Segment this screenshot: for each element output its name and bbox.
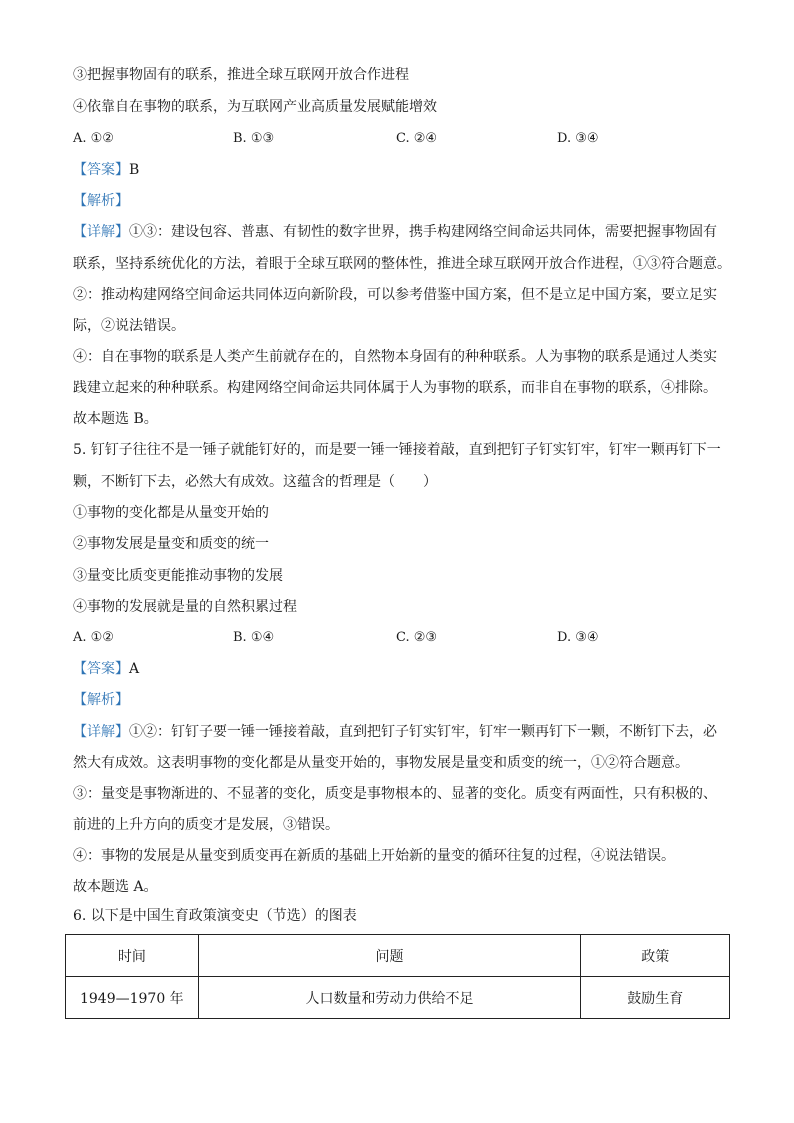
answer-tag: 【答案】 [73, 162, 129, 178]
table-header-problem: 问题 [198, 935, 581, 977]
q4-detail-line: 联系，坚持系统优化的方法，着眼于全球互联网的整体性，推进全球互联网开放合作进程，①③符合题意。 [73, 256, 731, 272]
table-cell-time: 1949—1970 年 [66, 977, 199, 1019]
q5-detail-line: ④：事物的发展是从量变到质变再在新质的基础上开始新的量变的循环往复的过程，④说法错误。 [73, 848, 675, 864]
q5-option-b: B. ①④ [233, 630, 275, 645]
answer-value: A [129, 661, 140, 677]
q5-detail-line: ③：量变是事物渐进的、不显著的变化，质变是事物根本的、显著的变化。质变有两面性，只有积极的、 [73, 786, 717, 802]
q5-option-a: A. ①② [73, 630, 114, 645]
q5-detail-line [73, 722, 717, 742]
q5-analysis-heading [73, 690, 129, 710]
q4-option-d: D. ③④ [557, 131, 599, 146]
q4-statement-4: ④依靠自在事物的联系，为互联网产业高质量发展赋能增效 [73, 99, 437, 115]
table-cell-policy: 鼓励生育 [581, 977, 730, 1019]
q5-statement: ①事物的变化都是从量变开始的 [73, 505, 269, 521]
q4-option-b: B. ①③ [233, 131, 275, 146]
q5-option-c: C. ②③ [396, 630, 438, 645]
q5-conclusion: 故本题选 A。 [73, 879, 158, 895]
q5-answer [73, 659, 139, 679]
q4-option-a: A. ①② [73, 131, 114, 146]
q4-conclusion: 故本题选 B。 [73, 411, 158, 427]
q5-statement: ④事物的发展就是量的自然积累过程 [73, 599, 297, 615]
policy-table [65, 934, 730, 1019]
analysis-tag: 【解析】 [73, 692, 129, 708]
table-row [66, 977, 730, 1019]
q5-stem-line: 5. 钉钉子往往不是一锤子就能钉好的，而是要一锤一锤接着敲，直到把钉子钉实钉牢，钉牢一颗再钉下一 [73, 442, 721, 458]
q4-detail-line: ②：推动构建网络空间命运共同体迈向新阶段，可以参考借鉴中国方案，但不是立足中国方案，要立足实 [73, 287, 717, 303]
q4-analysis-heading [73, 191, 129, 211]
q5-detail-line: 然大有成效。这表明事物的变化都是从量变开始的，事物发展是量变和质变的统一，①②符合题意。 [73, 755, 689, 771]
table-header-row [66, 935, 730, 977]
q5-stem-line: 颗，不断钉下去，必然大有成效。这蕴含的哲理是（ ） [73, 474, 437, 490]
q4-detail-line: 际，②说法错误。 [73, 318, 185, 334]
q6-stem: 6. 以下是中国生育政策演变史（节选）的图表 [73, 908, 357, 924]
q5-option-d: D. ③④ [557, 630, 599, 645]
answer-tag: 【答案】 [73, 661, 129, 677]
q4-detail-line: ④：自在事物的联系是人类产生前就存在的，自然物本身固有的种种联系。人为事物的联系是通过人类实 [73, 349, 717, 365]
q4-option-c: C. ②④ [396, 131, 438, 146]
q4-answer [73, 160, 139, 180]
answer-value: B [129, 162, 140, 178]
detail-text: ①③：建设包容、普惠、有韧性的数字世界，携手构建网络空间命运共同体，需要把握事物固有 [129, 224, 717, 240]
q4-detail-line: 践建立起来的种种联系。构建网络空间命运共同体属于人为事物的联系，而非自在事物的联系，④排除。 [73, 380, 717, 396]
analysis-tag: 【解析】 [73, 193, 129, 209]
detail-text: ①②：钉钉子要一锤一锤接着敲，直到把钉子钉实钉牢，钉牢一颗再钉下一颗，不断钉下去，必 [129, 724, 717, 740]
q4-statement-3: ③把握事物固有的联系，推进全球互联网开放合作进程 [73, 67, 409, 83]
table-cell-problem: 人口数量和劳动力供给不足 [198, 977, 581, 1019]
q4-detail-line [73, 222, 717, 242]
table-header-policy: 政策 [581, 935, 730, 977]
table-header-time: 时间 [66, 935, 199, 977]
detail-tag: 【详解】 [73, 724, 129, 740]
detail-tag: 【详解】 [73, 224, 129, 240]
q5-statement: ②事物发展是量变和质变的统一 [73, 536, 269, 552]
q5-statement: ③量变比质变更能推动事物的发展 [73, 568, 283, 584]
q5-detail-line: 前进的上升方向的质变才是发展，③错误。 [73, 817, 339, 833]
